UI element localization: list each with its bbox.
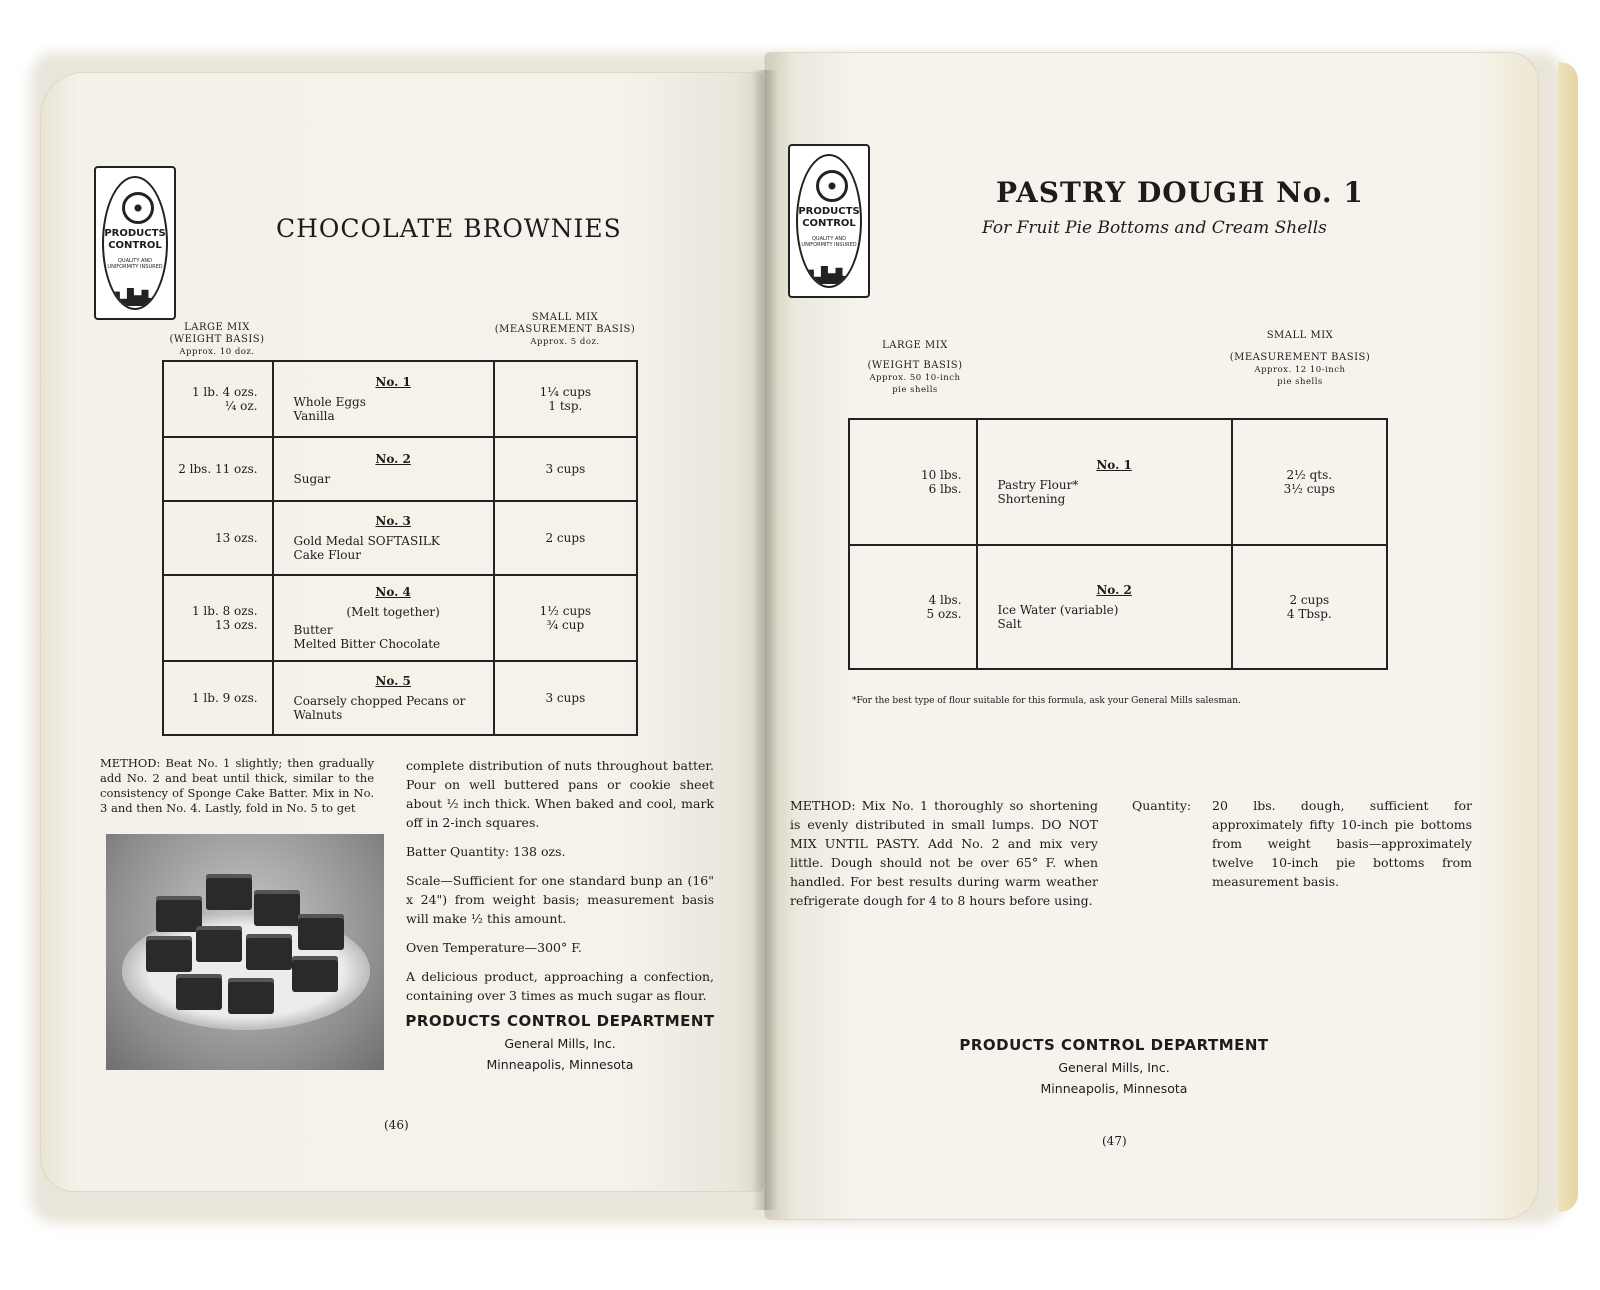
- large-mix-basis: (WEIGHT BASIS): [867, 360, 963, 371]
- ingredient-cell: [977, 419, 1232, 545]
- table-body-left: [163, 361, 637, 735]
- brownie: [228, 978, 274, 1014]
- recipe-title-left: CHOCOLATE BROWNIES: [276, 214, 622, 243]
- ingredient-cell: [273, 661, 494, 735]
- scale-note: Scale—Sufficient for one standard bunp an (16" x 24") from weight basis; measurement basis will make ½ this amount.: [406, 873, 714, 926]
- department-name: PRODUCTS CONTROL DEPARTMENT: [405, 1012, 715, 1030]
- logo-word-1: PRODUCTS: [798, 206, 860, 217]
- quantity-block-right: [1132, 796, 1472, 891]
- ingredient-row: [163, 575, 637, 661]
- brownie: [298, 914, 344, 950]
- page-number-right: (47): [1102, 1134, 1127, 1148]
- small-mix-header-left: [490, 312, 640, 348]
- company-name: General Mills, Inc.: [1058, 1060, 1170, 1075]
- ingredient-row: [163, 437, 637, 501]
- large-mix-header-left: [162, 322, 272, 358]
- large-mix-label: LARGE MIX: [882, 340, 948, 351]
- ingredient-list: Coarsely chopped Pecans or Walnuts: [293, 694, 466, 722]
- ingredient-cell: [977, 545, 1232, 669]
- small-mix-basis: (MEASUREMENT BASIS): [1229, 352, 1371, 363]
- logo-tagline: QUALITY AND UNIFORMITY INSURED: [801, 236, 857, 248]
- brownie: [146, 936, 192, 972]
- weight-cell: 10 lbs. 6 lbs.: [849, 419, 977, 545]
- method-right: METHOD: Mix No. 1 thoroughly so shortening is evenly distributed in small lumps. DO NOT MIX UNTIL PASTY. Add No. 2 and mix very little. Dough should not be over 65° F. when handled. For best results during warm weather refrigerate dough for 4 to 8 hours before using.: [790, 798, 1098, 908]
- skyline-icon: [802, 266, 856, 284]
- measure-cell: 3 cups: [494, 661, 637, 735]
- company-name: General Mills, Inc.: [504, 1036, 616, 1051]
- section-number: No. 2: [1096, 583, 1132, 597]
- batter-quantity: Batter Quantity: 138 ozs.: [406, 844, 566, 859]
- method-left: METHOD: Beat No. 1 slightly; then gradually add No. 2 and beat until thick, similar to the consistency of Sponge Cake Batter. Mix in No. 3 and then No. 4. Lastly, fold in No. 5 to get: [100, 756, 374, 815]
- table-body-right: [849, 419, 1387, 669]
- brownies-photo: [106, 834, 384, 1070]
- weight-cell: 4 lbs. 5 ozs.: [849, 545, 977, 669]
- department-name: PRODUCTS CONTROL DEPARTMENT: [959, 1036, 1269, 1054]
- small-mix-label: SMALL MIX: [531, 312, 599, 323]
- page-edges: [1558, 62, 1578, 1212]
- weight-cell: 1 lb. 4 ozs. ¼ oz.: [163, 361, 273, 437]
- logo-tagline: QUALITY AND UNIFORMITY INSURED: [107, 258, 163, 270]
- recipe-title-right: PASTRY DOUGH No. 1: [996, 176, 1364, 209]
- measure-cell: 1¼ cups 1 tsp.: [494, 361, 637, 437]
- wheel-seal-icon: [816, 170, 848, 202]
- ingredient-cell: [273, 575, 494, 661]
- section-number: No. 2: [375, 452, 411, 466]
- ingredient-row: [849, 419, 1387, 545]
- logo-oval: [102, 176, 168, 310]
- measure-cell: 1½ cups ¾ cup: [494, 575, 637, 661]
- large-mix-header-right: [850, 340, 980, 396]
- brownie: [156, 896, 202, 932]
- method-continued-left: [406, 756, 714, 1015]
- quantity-text: 20 lbs. dough, sufficient for approximately fifty 10-inch pie bottoms from weight basis—approximately twelve 10-inch pie bottoms from measurement basis.: [1212, 798, 1472, 889]
- ingredient-row: [163, 661, 637, 735]
- ingredient-list: Sugar: [293, 472, 331, 486]
- large-mix-yield: Approx. 50 10-inch: [869, 373, 961, 383]
- weight-cell: 13 ozs.: [163, 501, 273, 575]
- product-description: A delicious product, approaching a confection, containing over 3 times as much sugar as flour.: [406, 969, 714, 1003]
- small-mix-label: SMALL MIX: [1266, 330, 1334, 341]
- ingredient-row: [163, 361, 637, 437]
- brownie: [176, 974, 222, 1010]
- measure-cell: 2 cups: [494, 501, 637, 575]
- logo-word-2: CONTROL: [802, 218, 856, 229]
- department-footer-left: [400, 1012, 720, 1072]
- logo-word-1: PRODUCTS: [104, 228, 166, 239]
- measure-cell: 3 cups: [494, 437, 637, 501]
- small-mix-header-right: [1220, 330, 1380, 388]
- ingredient-cell: [273, 361, 494, 437]
- logo-oval: [796, 154, 862, 288]
- ingredient-list: Ice Water (variable) Salt: [997, 603, 1119, 631]
- section-number: No. 1: [375, 375, 411, 389]
- skyline-icon: [108, 288, 162, 306]
- flour-footnote: *For the best type of flour suitable for this formula, ask your General Mills salesman.: [852, 696, 1241, 706]
- ingredient-cell: [273, 501, 494, 575]
- ingredients-table-left: [162, 360, 638, 736]
- large-mix-yield-unit: pie shells: [892, 385, 938, 395]
- logo-word-2: CONTROL: [108, 240, 162, 251]
- products-control-logo-right: [788, 144, 870, 298]
- small-mix-basis: (MEASUREMENT BASIS): [494, 324, 636, 335]
- department-footer-right: [944, 1036, 1284, 1096]
- section-number: No. 4: [375, 585, 411, 599]
- small-mix-yield: Approx. 12 10-inch: [1254, 365, 1346, 375]
- small-mix-yield: Approx. 5 doz.: [530, 337, 600, 347]
- weight-cell: 2 lbs. 11 ozs.: [163, 437, 273, 501]
- quantity-label: Quantity:: [1132, 798, 1192, 813]
- brownie: [206, 874, 252, 910]
- small-mix-yield-unit: pie shells: [1277, 377, 1323, 387]
- weight-cell: 1 lb. 9 ozs.: [163, 661, 273, 735]
- ingredient-list: Gold Medal SOFTASILK Cake Flour: [293, 534, 440, 562]
- brownie: [196, 926, 242, 962]
- brownie: [292, 956, 338, 992]
- company-location: Minneapolis, Minnesota: [1040, 1081, 1188, 1096]
- ingredient-row: [849, 545, 1387, 669]
- products-control-logo-left: [94, 166, 176, 320]
- weight-cell: 1 lb. 8 ozs. 13 ozs.: [163, 575, 273, 661]
- section-number: No. 3: [375, 514, 411, 528]
- method-continuation: complete distribution of nuts throughout batter. Pour on well buttered pans or cookie sheet about ½ inch thick. When baked and cool, mark off in 2-inch squares.: [406, 758, 714, 830]
- brownie: [246, 934, 292, 970]
- wheel-seal-icon: [122, 192, 154, 224]
- book-gutter: [752, 70, 778, 1210]
- ingredient-list: Whole Eggs Vanilla: [293, 395, 366, 423]
- section-note: (Melt together): [346, 605, 440, 619]
- recipe-subtitle-right: For Fruit Pie Bottoms and Cream Shells: [982, 218, 1327, 238]
- ingredient-row: [163, 501, 637, 575]
- large-mix-yield: Approx. 10 doz.: [179, 347, 255, 357]
- section-number: No. 1: [1096, 458, 1132, 472]
- ingredient-cell: [273, 437, 494, 501]
- large-mix-label: LARGE MIX: [184, 322, 250, 333]
- page-number-left: (46): [384, 1118, 409, 1132]
- measure-cell: 2 cups 4 Tbsp.: [1232, 545, 1387, 669]
- oven-temperature: Oven Temperature—300° F.: [406, 940, 582, 955]
- large-mix-basis: (WEIGHT BASIS): [169, 334, 265, 345]
- measure-cell: 2½ qts. 3½ cups: [1232, 419, 1387, 545]
- ingredient-list: Butter Melted Bitter Chocolate: [293, 623, 441, 651]
- ingredients-table-right: [848, 418, 1388, 670]
- section-number: No. 5: [375, 674, 411, 688]
- brownie: [254, 890, 300, 926]
- ingredient-list: Pastry Flour* Shortening: [997, 478, 1079, 506]
- company-location: Minneapolis, Minnesota: [486, 1057, 634, 1072]
